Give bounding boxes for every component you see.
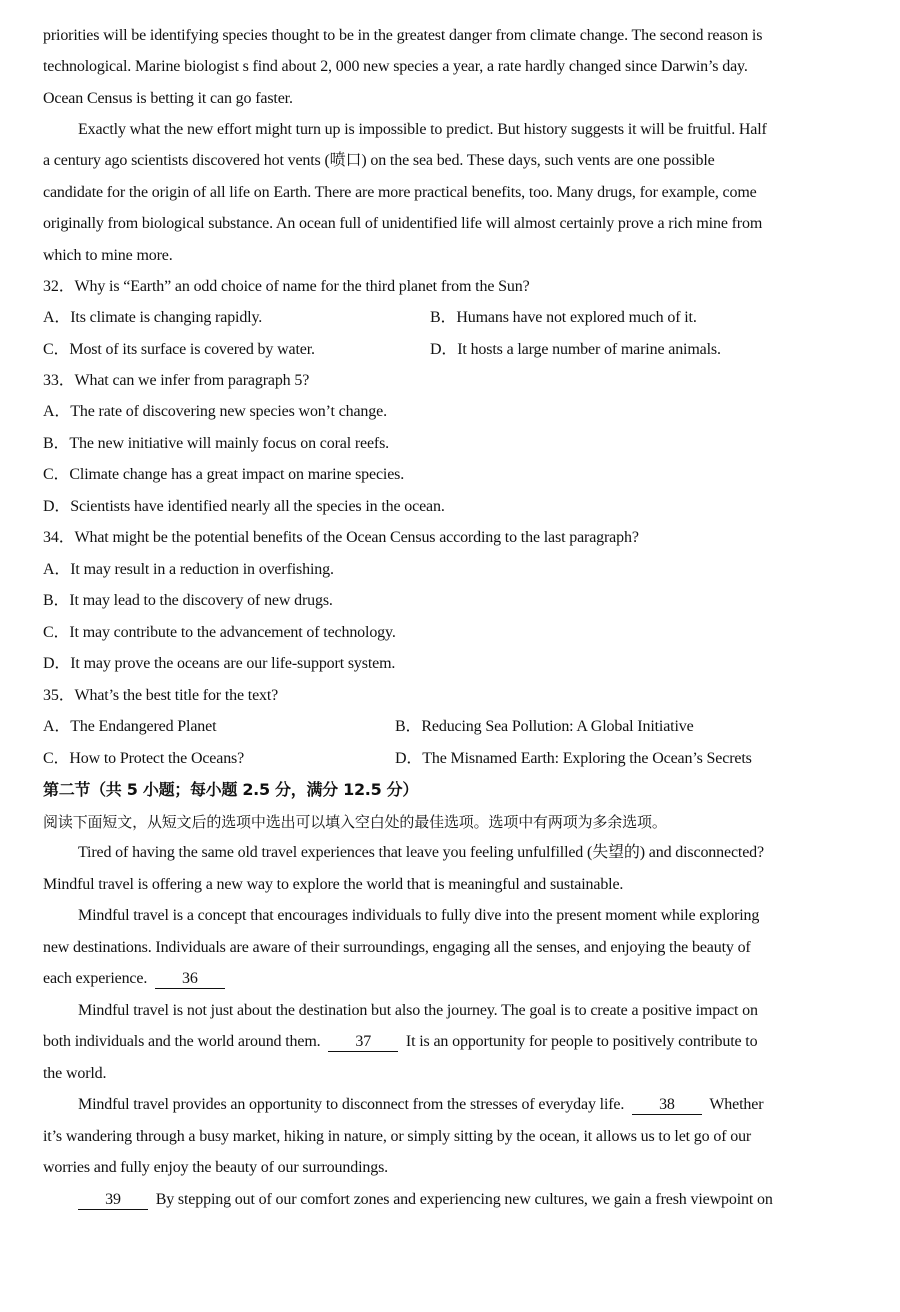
cloze-line: the world.	[43, 1065, 107, 1082]
question-35-option-c[interactable]: C．How to Protect the Oceans?	[43, 750, 245, 767]
question-34-option-c[interactable]: C．It may contribute to the advancement of technology.	[43, 624, 396, 641]
question-35-option-a[interactable]: A．The Endangered Planet	[43, 718, 217, 735]
section-heading: 第二节（共 5 小题；每小题 2.5 分，满分 12.5 分）	[43, 780, 419, 799]
question-34-option-d[interactable]: D．It may prove the oceans are our life-support system.	[43, 655, 396, 672]
cloze-text: By stepping out of our comfort zones and experiencing new cultures, we gain a fresh viewpoint on	[155, 1191, 773, 1208]
question-35-option-d[interactable]: D．The Misnamed Earth: Exploring the Ocean’s Secrets	[395, 750, 752, 767]
cloze-line: Tired of having the same old travel experiences that leave you feeling unfulfilled (失望的) and disconnected?	[78, 844, 764, 861]
question-34-stem: 34．What might be the potential benefits of the Ocean Census according to the last paragraph?	[43, 529, 639, 546]
passage-line: technological. Marine biologist s find about 2, 000 new species a year, a rate hardly changed since Darwin’s day.	[43, 58, 748, 75]
question-35-stem: 35．What’s the best title for the text?	[43, 687, 279, 704]
question-32-option-d[interactable]: D．It hosts a large number of marine animals.	[430, 341, 721, 358]
passage-line: priorities will be identifying species thought to be in the greatest danger from climate change. The second reason is	[43, 27, 763, 44]
question-33-option-a[interactable]: A．The rate of discovering new species won’t change.	[43, 403, 387, 420]
cloze-line	[43, 1031, 757, 1053]
cloze-line: Mindful travel is offering a new way to explore the world that is meaningful and sustainable.	[43, 876, 624, 893]
passage-line: a century ago scientists discovered hot vents (喷口) on the sea bed. These days, such vents are one possible	[43, 152, 715, 169]
blank-38[interactable]: 38	[632, 1095, 702, 1115]
cloze-text: Whether	[709, 1096, 764, 1113]
question-35-option-b[interactable]: B．Reducing Sea Pollution: A Global Initiative	[395, 718, 694, 735]
question-33-option-c[interactable]: C．Climate change has a great impact on marine species.	[43, 466, 405, 483]
cloze-line: new destinations. Individuals are aware of their surroundings, engaging all the senses, and enjoying the beauty of	[43, 939, 751, 956]
passage-line: Ocean Census is betting it can go faster.	[43, 90, 293, 107]
passage-line: which to mine more.	[43, 247, 173, 264]
passage-line: candidate for the origin of all life on Earth. There are more practical benefits, too. Many drugs, for example, come	[43, 184, 757, 201]
question-33-stem: 33．What can we infer from paragraph 5?	[43, 372, 310, 389]
passage-line: Exactly what the new effort might turn up is impossible to predict. But history suggests it will be fruitful. Half	[78, 121, 767, 138]
cloze-line	[78, 1189, 773, 1211]
question-34-option-a[interactable]: A．It may result in a reduction in overfishing.	[43, 561, 334, 578]
passage-line: originally from biological substance. An ocean full of unidentified life will almost certainly prove a rich mine from	[43, 215, 763, 232]
question-32-stem: 32．Why is “Earth” an odd choice of name for the third planet from the Sun?	[43, 278, 530, 295]
blank-37[interactable]: 37	[328, 1032, 398, 1052]
cloze-text: both individuals and the world around them.	[43, 1033, 321, 1050]
cloze-line: it’s wandering through a busy market, hiking in nature, or simply sitting by the ocean, it allows us to let go of our	[43, 1128, 752, 1145]
question-32-option-b[interactable]: B．Humans have not explored much of it.	[430, 309, 697, 326]
cloze-text: It is an opportunity for people to positively contribute to	[405, 1033, 758, 1050]
cloze-line: worries and fully enjoy the beauty of our surroundings.	[43, 1159, 389, 1176]
cloze-line: Mindful travel is a concept that encourages individuals to fully dive into the present moment while exploring	[78, 907, 760, 924]
question-34-option-b[interactable]: B．It may lead to the discovery of new drugs.	[43, 592, 333, 609]
question-33-option-d[interactable]: D．Scientists have identified nearly all the species in the ocean.	[43, 498, 445, 515]
cloze-line	[78, 1094, 763, 1116]
question-32-option-a[interactable]: A．Its climate is changing rapidly.	[43, 309, 263, 326]
blank-36[interactable]: 36	[155, 969, 225, 989]
question-32-option-c[interactable]: C．Most of its surface is covered by water.	[43, 341, 315, 358]
cloze-text: Mindful travel provides an opportunity to disconnect from the stresses of everyday life.	[78, 1096, 625, 1113]
question-33-option-b[interactable]: B．The new initiative will mainly focus on coral reefs.	[43, 435, 390, 452]
cloze-line: Mindful travel is not just about the destination but also the journey. The goal is to create a positive impact on	[78, 1002, 758, 1019]
blank-39[interactable]: 39	[78, 1190, 148, 1210]
cloze-line	[43, 968, 225, 990]
cloze-text: each experience.	[43, 970, 148, 987]
section-instruction: 阅读下面短文，从短文后的选项中选出可以填入空白处的最佳选项。选项中有两项为多余选项。	[43, 813, 667, 831]
